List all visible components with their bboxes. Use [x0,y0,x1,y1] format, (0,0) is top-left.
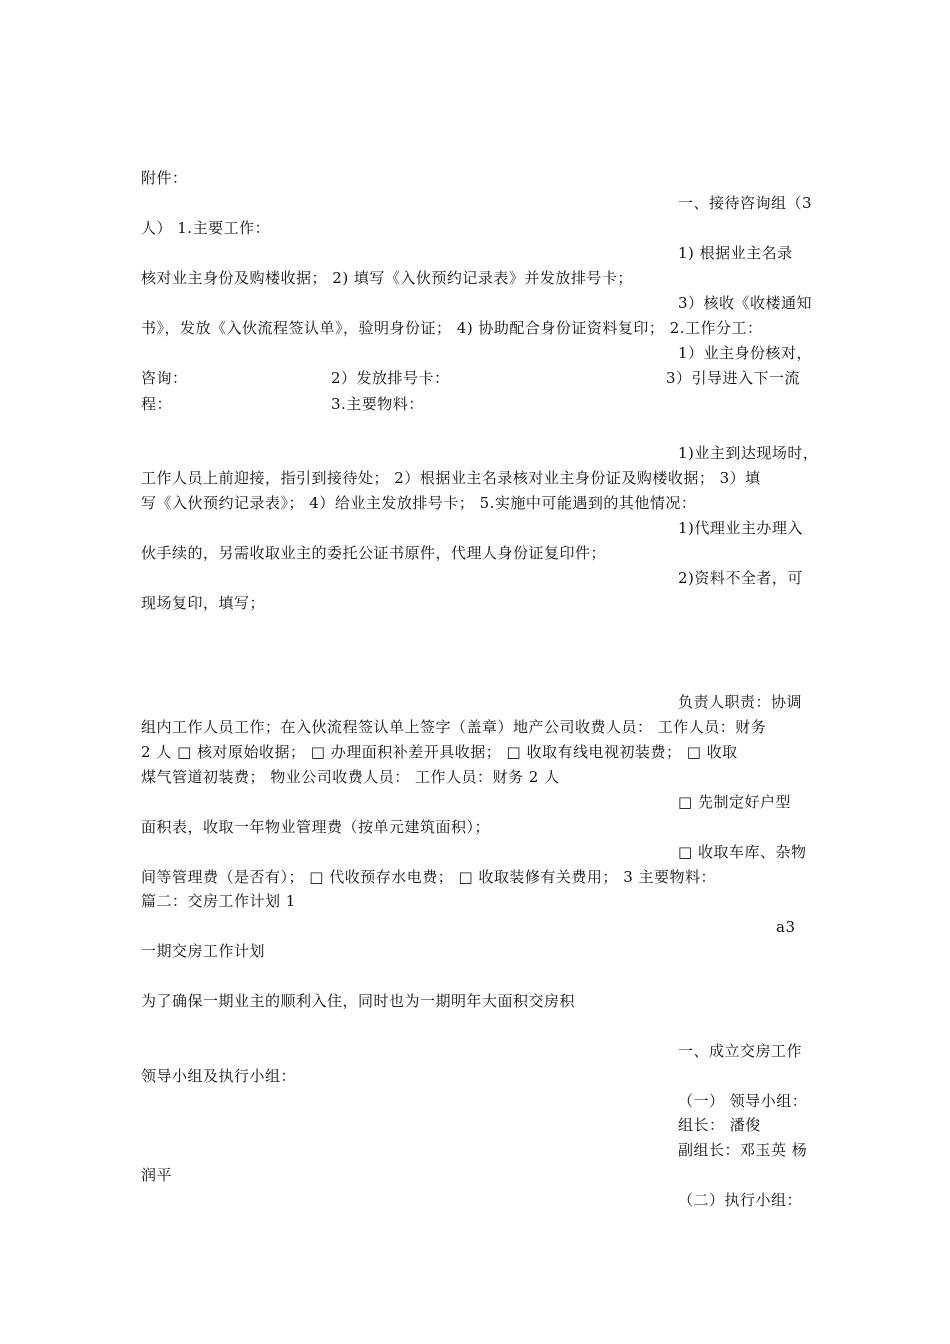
text-line: 写《入伙预约记录表》； 4）给业主发放排号卡； 5.实施中可能遇到的其他情况： [141,494,697,512]
text-line: 为了确保一期业主的顺利入住，同时也为一期明年大面积交房积 [141,992,576,1010]
text-line: 副组长：邓玉英 杨 [678,1141,808,1159]
plan-title: 一期交房工作计划 [141,942,266,960]
text-line: 组内工作人员工作；在入伙流程签认单上签字（盖章）地产公司收费人员： 工作人员：财务 [141,718,767,736]
text-line: 2 人 □ 核对原始收据； □ 办理面积补差开具收据； □ 收取有线电视初装费； □ 收取 [141,743,738,761]
text-line: 1）业主身份核对， [678,344,813,362]
attachment-heading: 附件： [141,169,188,187]
subsection-heading-leaders: （一） 领导小组： [678,1092,808,1110]
page-code: a3 [776,918,796,936]
text-line: 润平 [141,1166,173,1184]
text-line: 组长： 潘俊 [678,1116,761,1134]
text-line: 伙手续的，另需收取业主的委托公证书原件，代理人身份证复印件； [141,544,607,562]
text-line: 书》，发放《入伙流程签认单》，验明身份证； 4) 协助配合身份证资料复印； 2.工作分工： [141,319,763,337]
subsection-heading-executors: （二）执行小组： [678,1191,803,1209]
text-line: 工作人员上前迎接，指引到接待处； 2）根据业主名录核对业主身份证及购楼收据； 3）填 [141,469,761,487]
section-heading-reception: 一、接待咨询组（3 [678,194,813,212]
text-fragment: 程： [141,395,173,413]
text-line: 2)资料不全者，可 [678,569,803,587]
text-line: 1)代理业主办理入 [678,519,803,537]
text-fragment: 咨询： [141,369,188,387]
text-line: 现场复印，填写； [141,594,266,612]
text-line: 3）核收《收楼通知 [678,294,813,312]
text-line: 1) 根据业主名录 [678,244,793,262]
text-line: 面积表，收取一年物业管理费（按单元建筑面积）； [141,818,491,836]
text-line: □ 收取车库、杂物 [678,843,807,861]
text-line: 核对业主身份及购楼收据； 2) 填写《入伙预约记录表》并发放排号卡； [141,269,633,287]
text-line: 煤气管道初装费； 物业公司收费人员： 工作人员：财务 2 人 [141,768,560,786]
text-fragment: 3）引导进入下一流 [666,369,801,387]
section-heading-committee: 一、成立交房工作 [678,1042,803,1060]
text-line: 人） 1.主要工作： [141,219,271,237]
text-fragment: 2）发放排号卡： [331,369,450,387]
text-line: □ 先制定好户型 [678,793,791,811]
text-line: 领导小组及执行小组： [141,1067,297,1085]
text-fragment: 3.主要物料： [331,395,424,413]
text-line: 间等管理费（是否有）； □ 代收预存水电费； □ 收取装修有关费用； 3 主要物料： [141,868,717,886]
text-line: 负责人职责：协调 [678,693,803,711]
chapter-heading: 篇二：交房工作计划 1 [141,892,296,910]
text-line: 1)业主到达现场时， [678,444,819,462]
